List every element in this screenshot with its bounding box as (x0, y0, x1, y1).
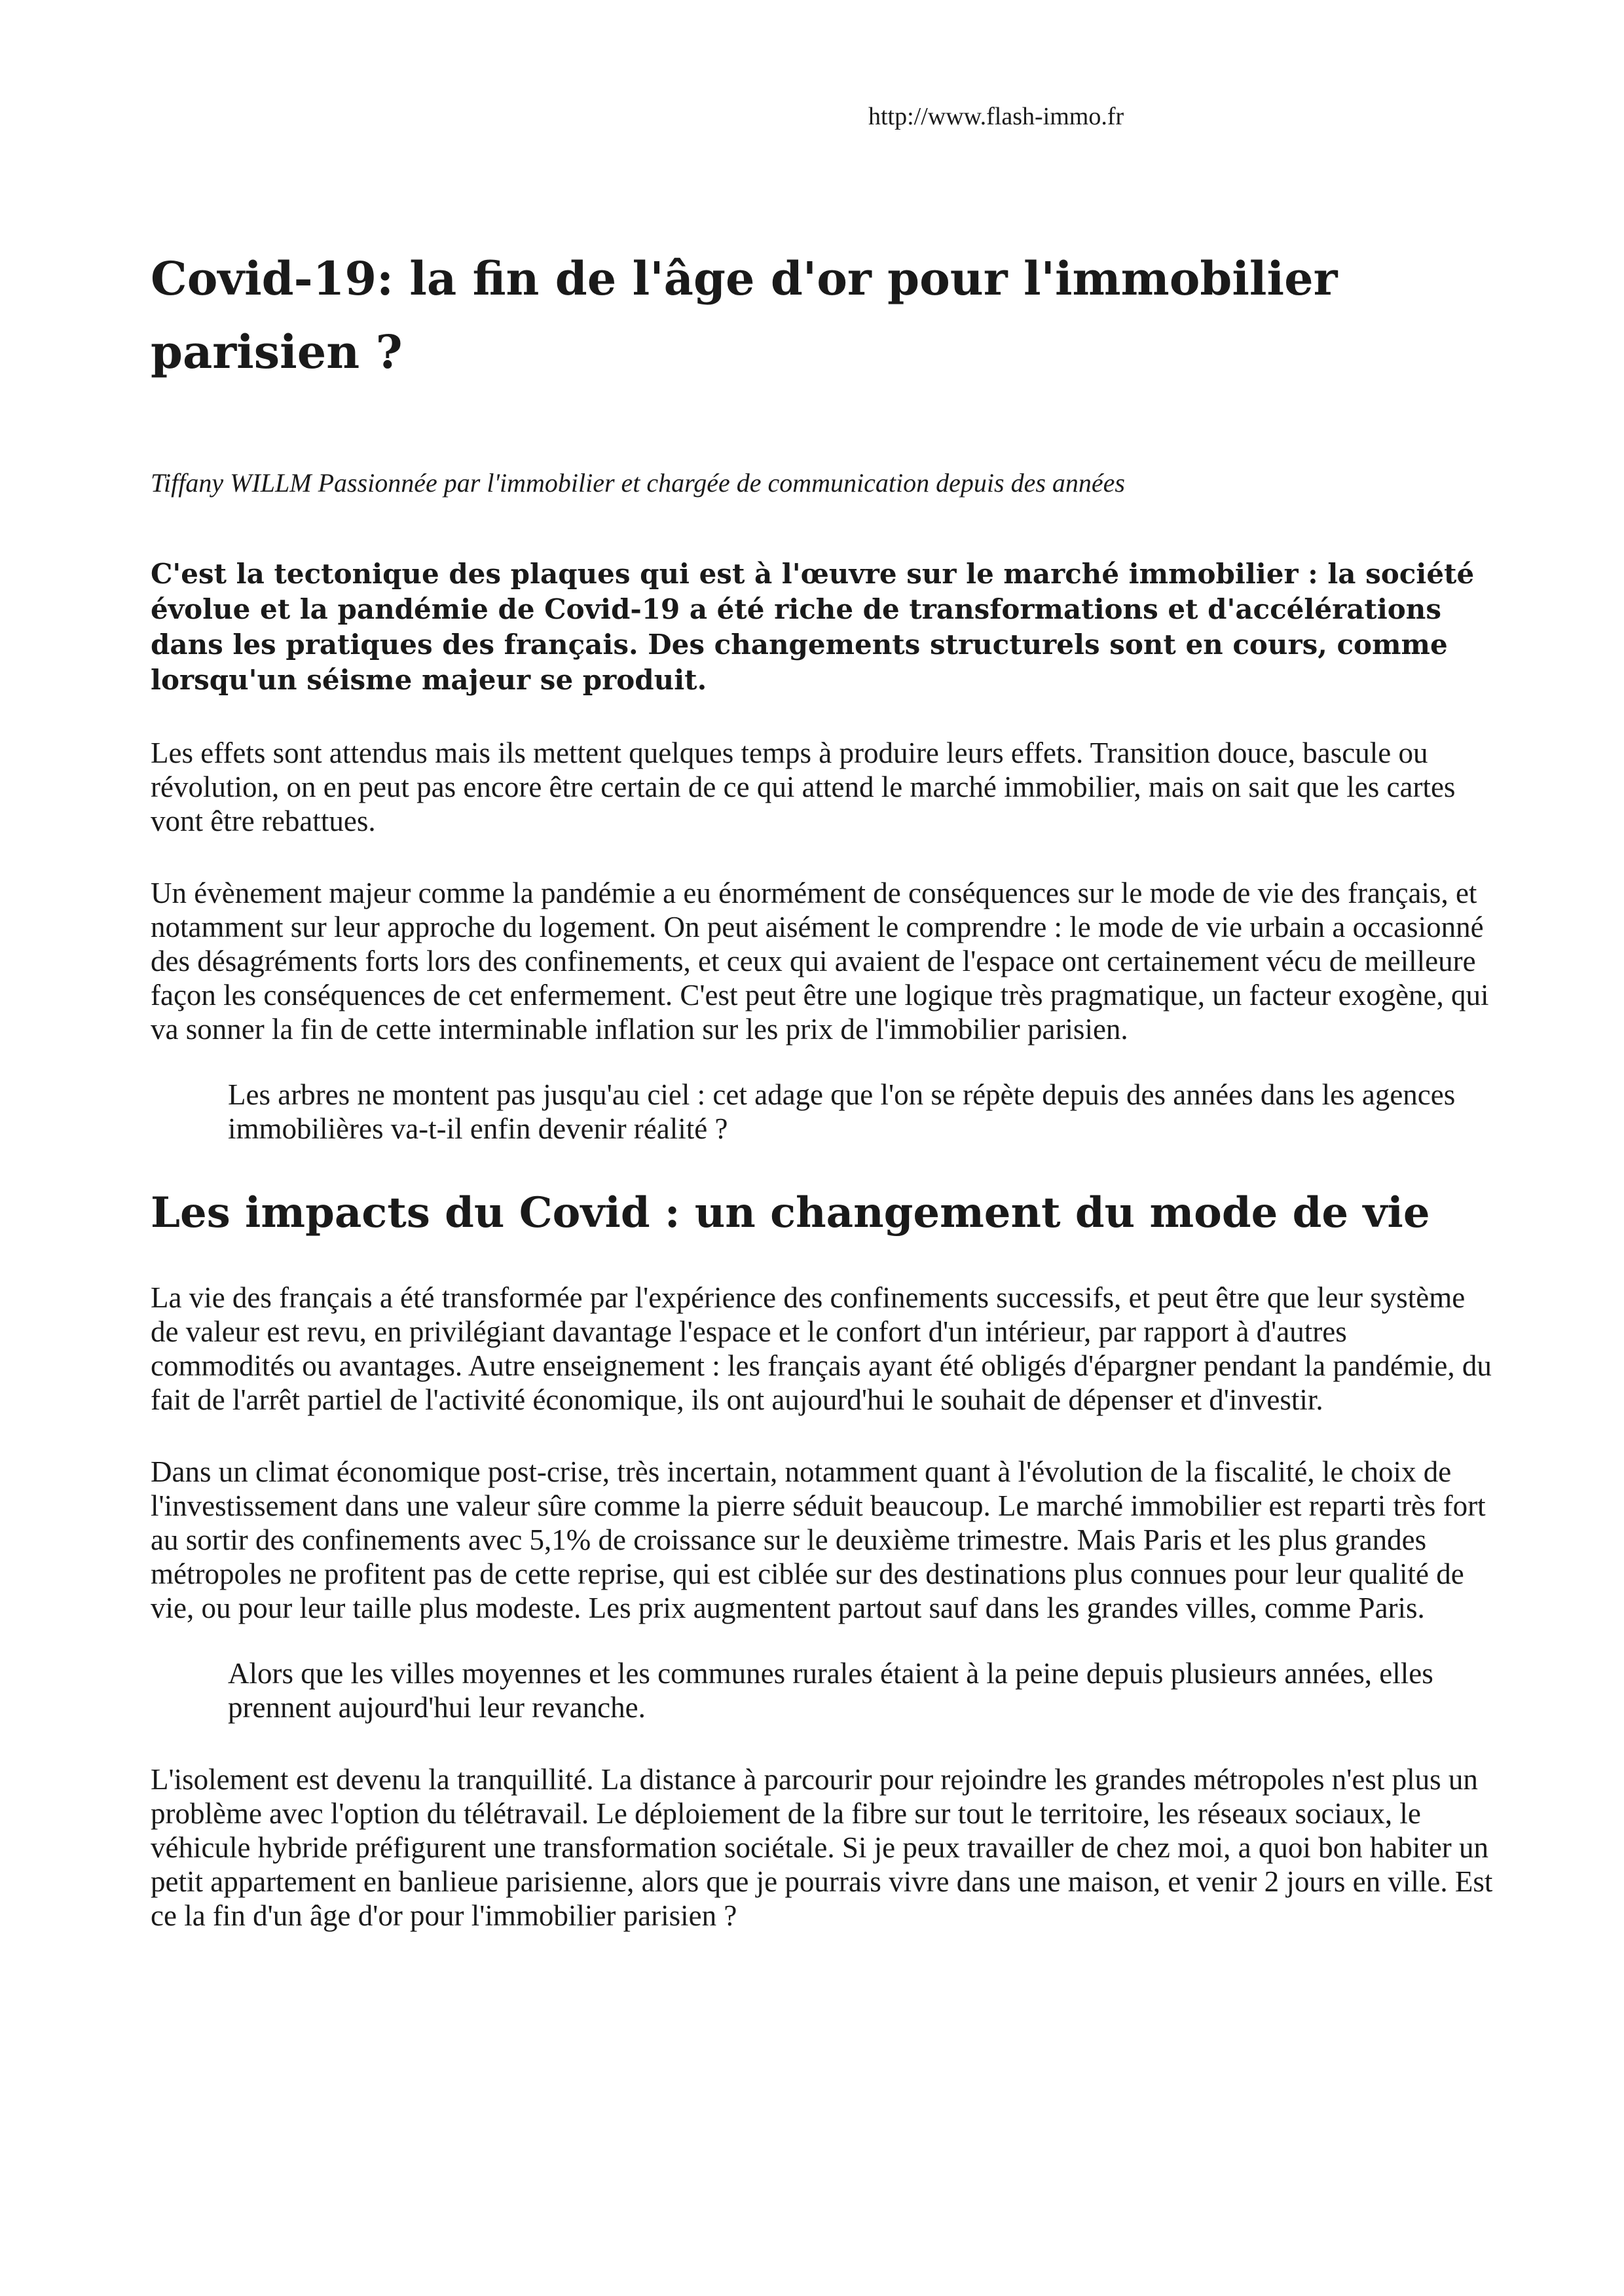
paragraph-2: Un évènement majeur comme la pandémie a eu énormément de conséquences sur le mode de vie des français, et notamment sur leur approche du logement. On peut aisément le comprendre : le mode de vie urbain a occasionné des désagréments forts lors des confinements, et ceux qui avaient de l'espace ont certainement vécu de meilleure façon les conséquences de cet enfermement. C'est peut être une logique très pragmatique, un facteur exogène, qui va sonner la fin de cette interminable inflation sur les prix de l'immobilier parisien. (151, 877, 1489, 1046)
paragraph-1: Les effets sont attendus mais ils mettent quelques temps à produire leurs effets. Transition douce, bascule ou révolution, on en peut pas encore être certain de ce qui attend le marché immobilier, mais on sait que les cartes vont être rebattues. (151, 737, 1456, 837)
pull-quote-1: Les arbres ne montent pas jusqu'au ciel : cet adage que l'on se répète depuis des années dans les agences immobilières va-t-il enfin devenir réalité ? (228, 1078, 1456, 1145)
article-title: Covid-19: la fin de l'âge d'or pour l'immobilier parisien ? (151, 251, 1338, 379)
article-body (151, 242, 1493, 1933)
source-url: http://www.flash-immo.fr (868, 103, 1124, 130)
article-lead: C'est la tectonique des plaques qui est à l'œuvre sur le marché immobilier : la société évolue et la pandémie de Covid-19 a été riche de transformations et d'accélérations dans les pratiques des français. Des changements structurels sont en cours, comme lorsqu'un séisme majeur se produit. (151, 558, 1475, 696)
final-paragraph: L'isolement est devenu la tranquillité. La distance à parcourir pour rejoindre les grandes métropoles n'est plus un problème avec l'option du télétravail. Le déploiement de la fibre sur tout le territoire, les réseaux sociaux, le véhicule hybride préfigurent une transformation sociétale. Si je peux travailler de chez moi, a quoi bon habiter un petit appartement en banlieue parisienne, alors que je pourrais vivre dans une maison, et venir 2 jours en ville. Est ce la fin d'un âge d'or pour l'immobilier parisien ? (151, 1763, 1493, 1932)
section-paragraph-1: La vie des français a été transformée par l'expérience des confinements successifs, et peut être que leur système de valeur est revu, en privilégiant davantage l'espace et le confort d'un intérieur, par rapport à d'autres commodités ou avantages. Autre enseignement : les français ayant été obligés d'épargner pendant la pandémie, du fait de l'arrêt partiel de l'activité économique, ils ont aujourd'hui le souhait de dépenser et d'investir. (151, 1281, 1492, 1416)
pull-quote-2: Alors que les villes moyennes et les communes rurales étaient à la peine depuis plusieurs années, elles prennent aujourd'hui leur revanche. (228, 1657, 1433, 1724)
article-byline: Tiffany WILLM Passionnée par l'immobilier et chargée de communication depuis des années (151, 468, 1125, 498)
section-paragraph-2: Dans un climat économique post-crise, très incertain, notamment quant à l'évolution de la fiscalité, le choix de l'investissement dans une valeur sûre comme la pierre séduit beaucoup. Le marché immobilier est reparti très fort au sortir des confinements avec 5,1% de croissance sur le deuxième trimestre. Mais Paris et les plus grandes métropoles ne profitent pas de cette reprise, qui est ciblée sur des destinations plus connues pour leur qualité de vie, ou pour leur taille plus modeste. Les prix augmentent partout sauf dans les grandes villes, comme Paris. (151, 1455, 1486, 1624)
section-heading: Les impacts du Covid : un changement du mode de vie (151, 1188, 1430, 1237)
